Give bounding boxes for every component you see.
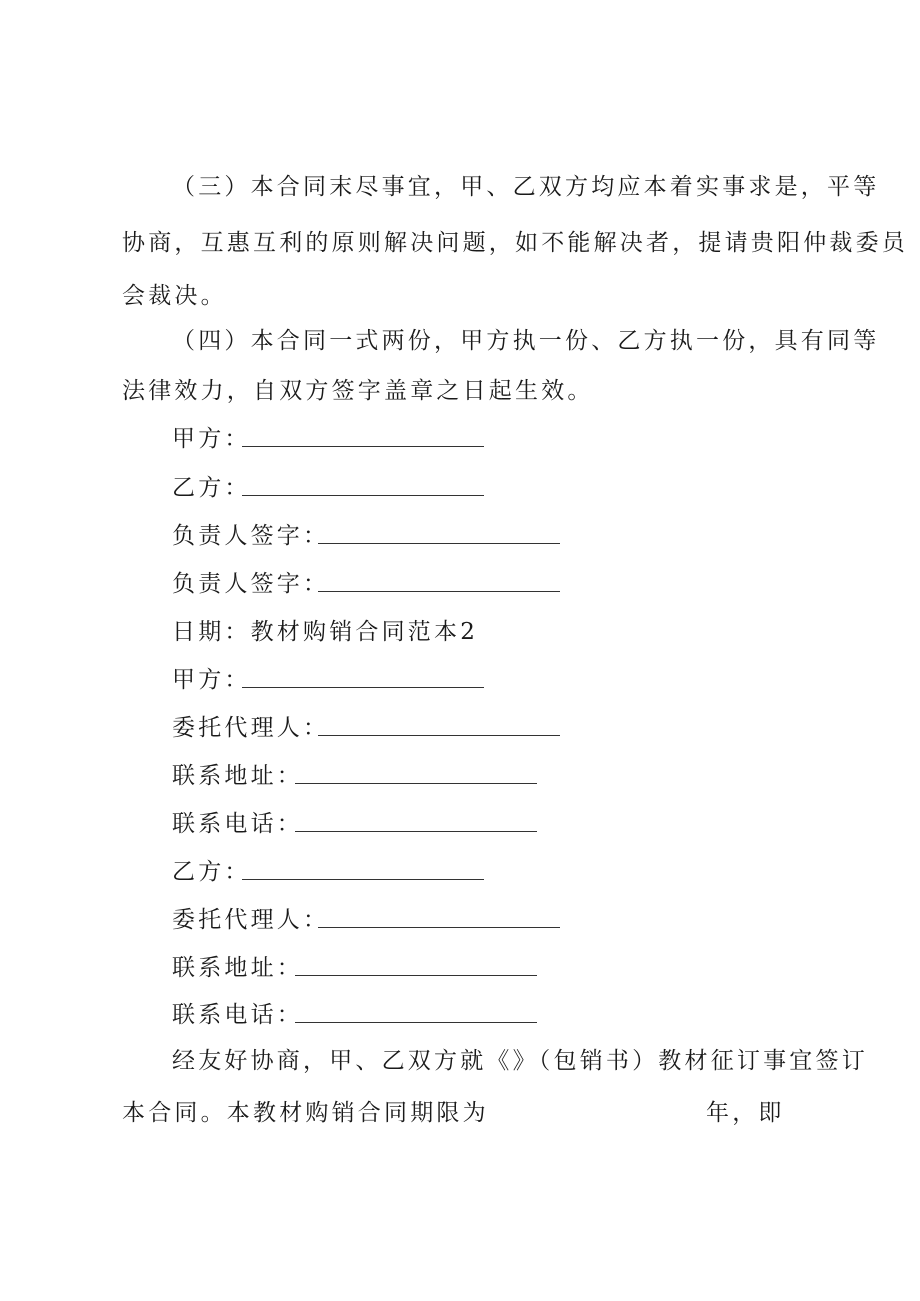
phone-a-blank (295, 831, 537, 832)
phone-b-label: 联系电话： (172, 1002, 303, 1028)
intro-line-2-left: 本合同。本教材购销合同期限为 (122, 1100, 489, 1126)
party-a-blank (242, 446, 484, 447)
para4-line-2: 法律效力，自双方签字盖章之日起生效。 (122, 378, 594, 404)
address-b-label: 联系地址： (172, 955, 303, 981)
party-b-blank (242, 495, 484, 496)
para3-line-1: （三）本合同末尽事宜，甲、乙双方均应本着实事求是，平等 (172, 174, 880, 200)
agent-a-blank (318, 735, 560, 736)
para4-line-1: （四）本合同一式两份，甲方执一份、乙方执一份，具有同等 (172, 328, 880, 354)
agent-a-label: 委托代理人： (172, 715, 330, 741)
phone-b-blank (295, 1022, 537, 1023)
party-b-label-2: 乙方： (172, 859, 251, 885)
phone-a-label: 联系电话： (172, 811, 303, 837)
date-line: 日期：教材购销合同范本2 (172, 619, 479, 645)
para3-line-2: 协商，互惠互利的原则解决问题，如不能解决者，提请贵阳仲裁委员 (122, 230, 908, 256)
party-b-blank-2 (242, 879, 484, 880)
para3-line-3: 会裁决。 (122, 283, 227, 309)
signer-1-blank (318, 543, 560, 544)
intro-line-1: 经友好协商，甲、乙双方就《》（包销书）教材征订事宜签订 (172, 1048, 868, 1074)
signer-2-blank (318, 591, 560, 592)
address-b-blank (295, 975, 537, 976)
party-a-blank-2 (242, 687, 484, 688)
intro-line-2-right: 年，即 (706, 1100, 785, 1126)
address-a-label: 联系地址： (172, 763, 303, 789)
address-a-blank (295, 783, 537, 784)
agent-b-blank (318, 927, 560, 928)
signer-1-label: 负责人签字： (172, 523, 330, 549)
agent-b-label: 委托代理人： (172, 907, 330, 933)
party-b-label: 乙方： (172, 475, 251, 501)
party-a-label: 甲方： (172, 426, 251, 452)
party-a-label-2: 甲方： (172, 667, 251, 693)
signer-2-label: 负责人签字： (172, 571, 330, 597)
